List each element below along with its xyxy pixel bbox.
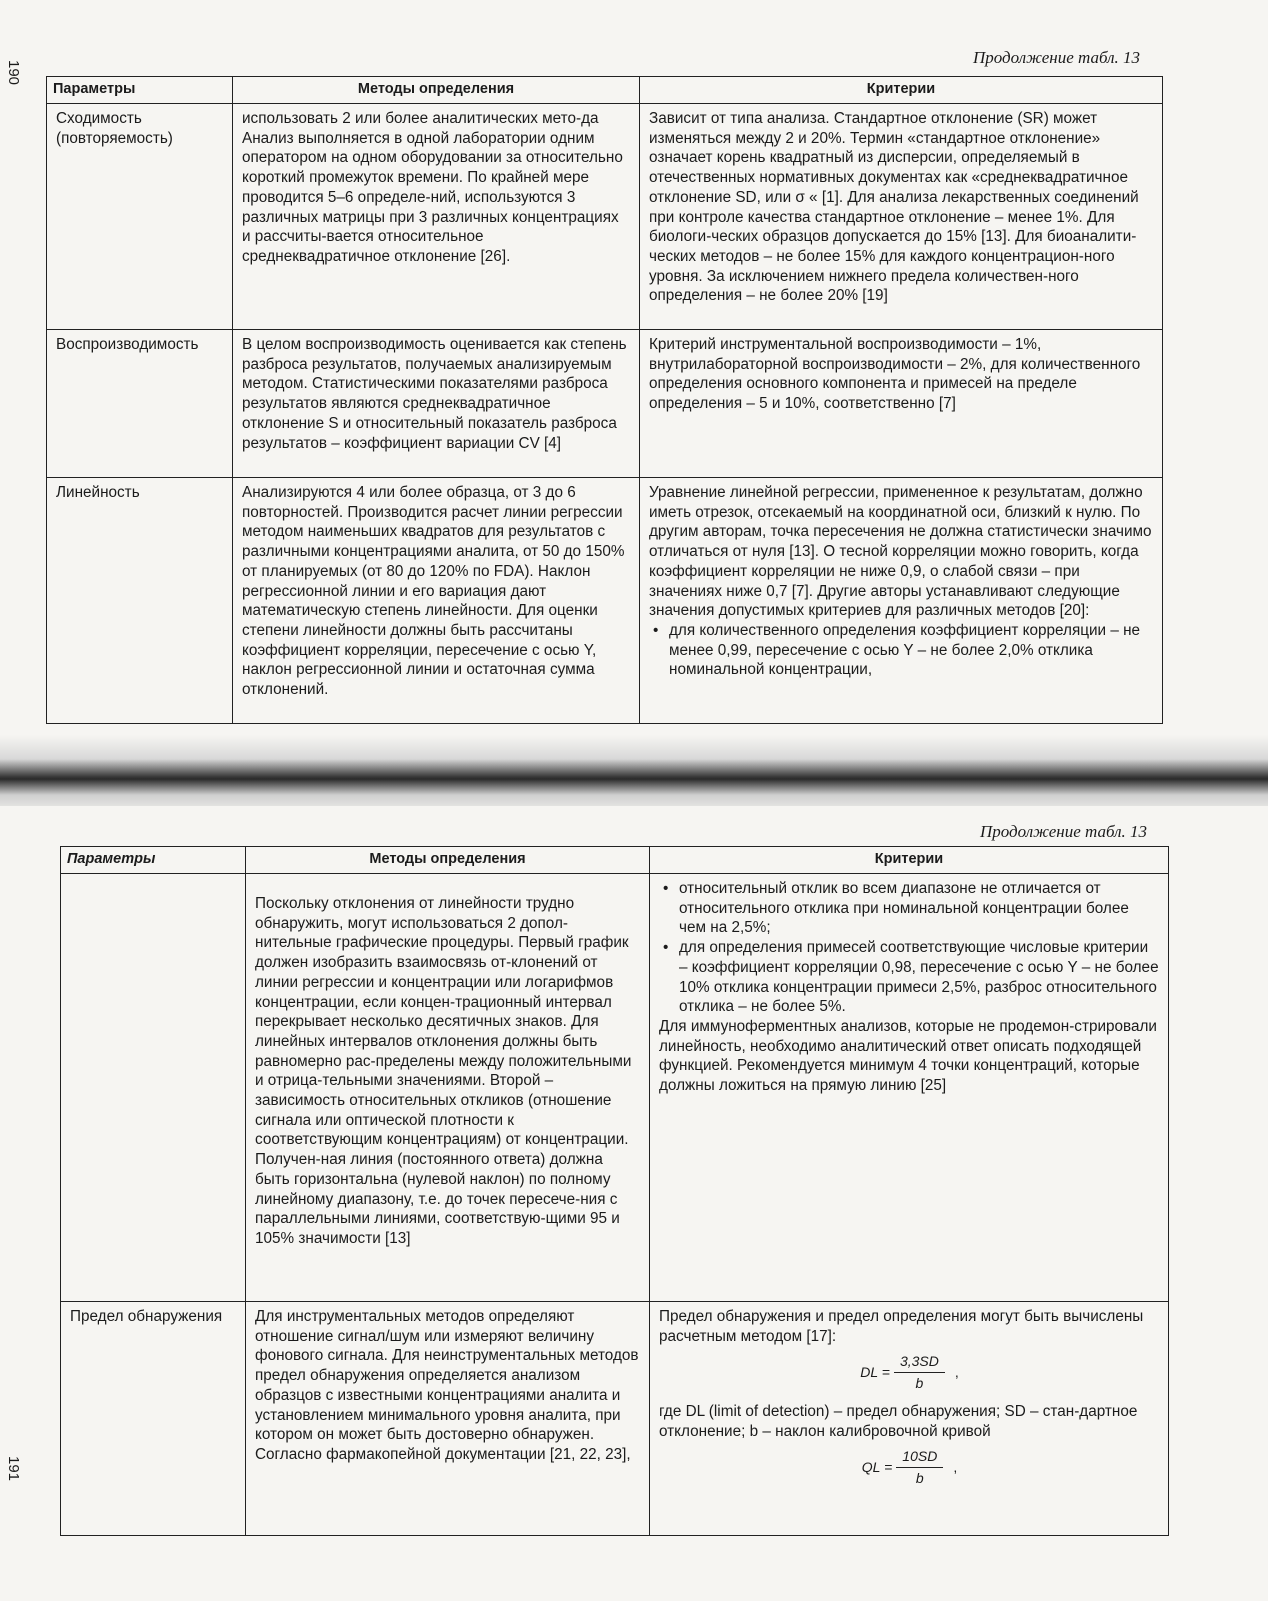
methods-cell: Для инструментальных методов определяют отношение сигнал/шум или измеряют величину фонового сигнала. Для неинструментальных методов предел обнаружения определяется анализом образцов с известными концентрациями аналита и установлением минимального уровня аналита, при котором он может быть достоверно обнаружен. Согласно фармакопейной документации [21, 22, 23], [246, 1302, 650, 1536]
numerator: 10SD [896, 1447, 943, 1468]
continuation-label: Продолжение табл. 13 [973, 48, 1141, 67]
page-190 [0, 0, 1268, 745]
methods-cell: использовать 2 или более аналитических мето-да Анализ выполняется в одной лаборатории одним оператором на одном оборудовании за относительно короткий промежуток времени. По крайней мере проводится 5–6 определе-ний, используются 3 различных матрицы при 3 различных концентрациях и рассчиты-вается относительное среднеквадратичное отклонение [26]. [233, 104, 640, 330]
criteria-bullet: • для количественного определения коэффициент корреляции – не менее 0,99, пересечение с осью Y – не более 2,0% отклика номинальной концентрации, [649, 621, 1154, 680]
header-criteria: Критерии [650, 847, 1169, 874]
header-params: Параметры [47, 77, 233, 104]
table-header-row [61, 847, 1169, 874]
methods-cell: Поскольку отклонения от линейности трудно обнаружить, могут использоваться 2 допол-нительные графические процедуры. Первый график должен изобразить взаимосвязь от-клонений от линии регрессии и концентрации или логарифмов концентрации, если концен-трационный интервал перекрывает несколько десятичных знаков. Для линейных интервалов отклонения должны быть равномерно рас-пределены между положительными и отрица-тельными значениями. Второй – зависимость относительных откликов (отношение сигнала или оптической плотности к соответствующим концентрациям) от концентрации. Получен-ная линия (постоянного ответа) должна быть горизонтальна (нулевой наклон) по полному линейному диапазону, т.е. до точек пересече-ния с параллельными линиями, соответствую-щими 95 и 105% значимости [13] [246, 874, 650, 1302]
param-cell: Предел обнаружения [61, 1302, 246, 1536]
param-cell: Линейность [47, 478, 233, 724]
denominator: b [915, 1375, 924, 1392]
param-cell: Воспроизводимость [47, 330, 233, 478]
header-criteria: Критерии [640, 77, 1163, 104]
table-page-191 [60, 846, 1169, 1536]
table-row [47, 478, 1163, 724]
formula-tail: , [954, 1364, 959, 1381]
numerator: 3,3SD [894, 1352, 945, 1373]
table-row [61, 874, 1169, 1302]
book-gutter [0, 735, 1268, 815]
header-methods: Методы определения [246, 847, 650, 874]
page-191 [0, 806, 1268, 1601]
criteria-where: где DL (limit of detection) – предел обнаружения; SD – стан-дартное отклонение; b – наклон калибровочной кривой [659, 1402, 1138, 1440]
criteria-cell [640, 478, 1163, 724]
criteria-lead [659, 879, 1160, 938]
denominator: b [915, 1469, 924, 1486]
table-header-row [47, 77, 1163, 104]
criteria-cell [650, 1302, 1169, 1536]
param-cell: Сходимость (повторяемость) [47, 104, 233, 330]
formula-ql [659, 1447, 1160, 1488]
formula-dl [659, 1352, 1160, 1393]
table-row [47, 330, 1163, 478]
table-row [61, 1302, 1169, 1536]
formula-lhs: DL = [860, 1364, 890, 1381]
formula-lhs: QL = [861, 1459, 893, 1476]
criteria-cell: Зависит от типа анализа. Стандартное отклонение (SR) может изменяться между 2 и 20%. Термин «стандартное отклонение» означает корень квадратный из дисперсии, определяемый в отечественных нормативных документах как «среднеквадратичное отклонение SD, или σ « [1]. Для анализа лекарственных соединений при контроле качества стандартное отклонение – менее 1%. Для биологи-ческих образцов допускается до 15% [13]. Для биоаналити-ческих методов – не более 15% для каждого концентрацион-ного уровня. За исключением нижнего предела количествен-ного определения – не более 20% [19] [640, 104, 1163, 330]
criteria-lead-text: относительный отклик во всем диапазоне не отличается от относительного отклика при номинальной концентрации более чем на 2,5%; [679, 880, 1129, 937]
fraction [894, 1352, 945, 1393]
formula-tail: , [953, 1459, 958, 1476]
criteria-intro: Предел обнаружения и предел определения могут быть вычислены расчетным методом [17]: [659, 1308, 1144, 1345]
page-number: 190 [5, 60, 22, 86]
param-cell [61, 874, 246, 1302]
criteria-cell: Критерий инструментальной воспроизводимости – 1%, внутрилабораторной воспроизводимости – 2%, для количественного определения основного компонента и примесей на пределе определения – 5 и 10%, соответственно [7] [640, 330, 1163, 478]
criteria-bullet: • для определения примесей соответствующие числовые критерии – коэффициент корреляции 0,98, пересечение с осью Y – не более 10% отклика концентрации примеси 2,5%, разброс относительного отклика – не более 5%. [659, 938, 1160, 1017]
methods-cell: Анализируются 4 или более образца, от 3 до 6 повторностей. Производится расчет линии регрессии методом наименьших квадратов для результатов с различными концентрациями аналита, от 50 до 150% от планируемых (от 80 до 120% по FDA). Наклон регрессионной линии и его вариация дают математическую степень линейности. Для оценки степени линейности должны быть рассчитаны коэффициент корреляции, пересечение с осью Y, наклон регрессионной линии и остаточная сумма отклонений. [233, 478, 640, 724]
header-methods: Методы определения [233, 77, 640, 104]
table-page-190 [46, 76, 1163, 724]
criteria-cell [650, 874, 1169, 1302]
criteria-tail: Для иммуноферментных анализов, которые не продемон-стрировали линейность, необходимо аналитический ответ описать подходящей функцией. Рекомендуется минимум 4 точки концентраций, которые должны ложиться на прямую линию [25] [659, 1017, 1157, 1095]
header-params: Параметры [61, 847, 246, 874]
fraction [896, 1447, 943, 1488]
page-number: 191 [5, 1456, 22, 1482]
continuation-label: Продолжение табл. 13 [980, 822, 1148, 841]
methods-cell: В целом воспроизводимость оценивается как степень разброса результатов, получаемых анализируемым методом. Статистическими показателями разброса результатов являются среднеквадратичное отклонение S и относительный показатель разброса результатов – коэффициент вариации CV [4] [233, 330, 640, 478]
table-row [47, 104, 1163, 330]
criteria-text: Уравнение линейной регрессии, примененное к результатам, должно иметь отрезок, отсекаемый на координатной оси, близкий к нулю. По другим авторам, точка пересечения не должна статистически значимо отличаться от нуля [13]. О тесной корреляции можно говорить, когда коэффициент корреляции не ниже 0,9, о слабой связи – при значениях ниже 0,7 [7]. Другие авторы устанавливают следующие значения допустимых критериев для различных методов [20]: [649, 484, 1152, 620]
